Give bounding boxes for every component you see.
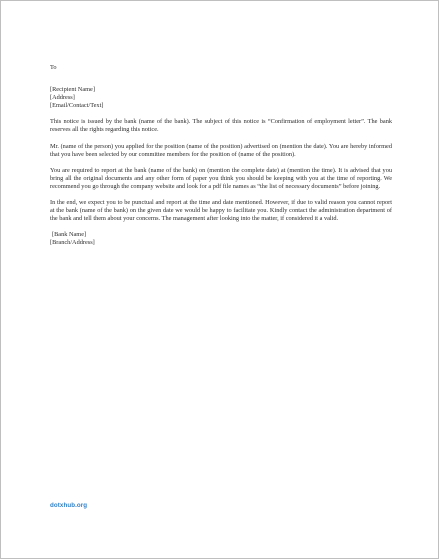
paragraph-notice: This notice is issued by the bank (name of the bank). The subject of this notice is “Confirmation of employment letter”. The bank reserves all the rights regarding this notice.	[50, 118, 392, 134]
recipient-name: [Recipient Name]	[50, 86, 95, 94]
paragraph-closing: In the end, we expect you to be punctual and report at the time and date mentioned. However, if due to valid reason you cannot report at the bank (name of the bank) on the given date we would be happy to facilitate you. Kindly contact the administration department of the bank and tell them about your concerns. The management after looking into the matter, if considered it a valid.	[50, 199, 392, 223]
paragraph-reporting: You are required to report at the bank (name of the bank) on (mention the complete date) at (mention the time). It is advised that you bring all the original documents and any other form of paper you think you should be keeping with you at the time of reporting. We recommend you go through the company website and look for a pdf file names as “the list of necessary documents” before joining.	[50, 166, 392, 190]
letter-body	[50, 64, 392, 248]
signature-branch-address: [Branch/Address]	[50, 239, 95, 247]
salutation-to: To	[50, 64, 57, 71]
recipient-address: [Address]	[50, 94, 75, 102]
signature-bank-name: [Bank Name]	[52, 231, 87, 239]
recipient-contact: [Email/Contact/Text]	[50, 102, 104, 110]
footer-site-link[interactable]: dotxhub.org	[50, 502, 88, 509]
paragraph-selection: Mr. (name of the person) you applied for the position (name of the position) advertised on (mention the date). You are hereby informed that you have been selected by our committee members for the position of (name of the position).	[50, 142, 392, 158]
